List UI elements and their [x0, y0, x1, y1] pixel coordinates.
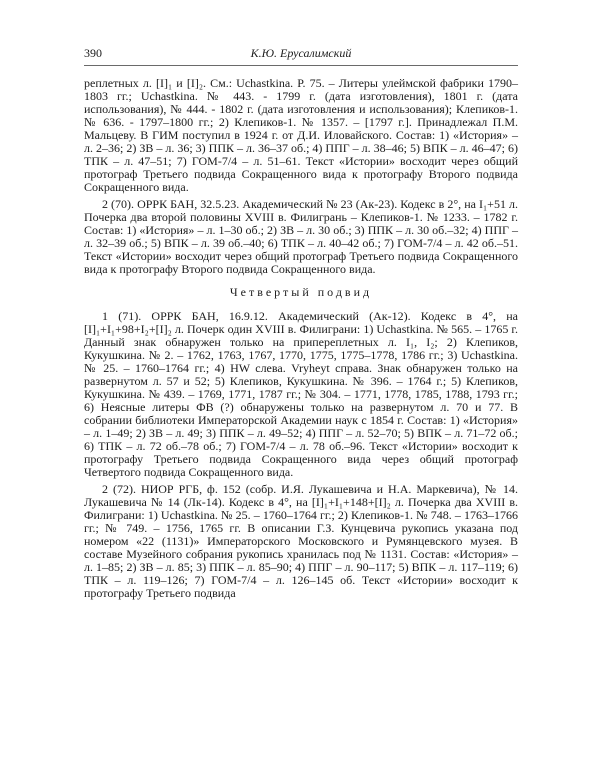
- section-heading: Четвертый подвид: [229, 285, 373, 299]
- paragraph-entry-70: 2 (70). ОРРК БАН, 32.5.23. Академический № 23 (Ак-23). Кодекс в 2°, на I₁+51 л. Почерка два второй половины XVIII в. Филигрань – Клепиков-1. № 1233. – 1782 г. Состав: 1) «История» – л. 1–30 об.; 2) ЗВ – л. 30 об.; 3) ППК – л. 30 об.–32; 4) ППГ – л. 32–39 об.; 5) ВПК – л. 39 об.–40; 6) ТПК – л. 40–42 об.; 7) ГОМ-7/4 – л. 42 об.–51. Текст «Истории» восходит через общий протограф Третьего подвида Сокращенного вида к протографу Второго подвида Сокращенного вида.: [84, 197, 518, 276]
- page-header: [84, 46, 518, 62]
- paragraph-continuation: реплетных л. [I]₁ и [I]₂. См.: Uchastkina. Р. 75. – Литеры улеймской фабрики 1790–1803 гг.; Uchastkina. № 443. - 1799 г. (дата изготовления), 1801 г. (дата использования), № 444. - 1802 г. (дата изготовления и использования); Клепиков-1. № 636. - 1797–1800 гг.; 2) Клепиков-1. № 1357. – [1797 г.]. Принадлежал П.М. Мальцеву. В ГИМ поступил в 1924 г. от Д.И. Иловайского. Состав: 1) «История» – л. 2–36; 2) ЗВ – л. 36; 3) ППК – л. 36–37 об.; 4) ППГ – л. 38–46; 5) ВПК – л. 46–47; 6) ТПК – л. 47–51; 7) ГОМ-7/4 – л. 51–61. Текст «Истории» восходит через общий протограф Третьего подвида Сокращенного вида к протографу Второго подвида Сокращенного вида.: [84, 76, 518, 194]
- page-body: [84, 77, 518, 600]
- paragraph-entry-72: 2 (72). НИОР РГБ, ф. 152 (собр. И.Я. Лукашевича и Н.А. Маркевича), № 14. Лукашевича № 14 (Лк-14). Кодекс в 4°, на [I]₁+I₁+148+[I]₂ л. Почерка два XVIII в. Филиграни: 1) Uchastkina. № 25. – 1760–1764 гг.; 2) Клепиков-1. № 748. – 1763–1766 гг.; № 749. – 1756, 1765 гг. В описании Г.З. Кунцевича рукопись указана под номером «22 (1131)» Императорского Московского и Румянцевского музея. В составе Музейного собрания рукопись хранилась под № 1131. Состав: «История» – л. 1–85; 2) ЗВ – л. 85; 3) ППК – л. 85–90; 4) ППГ – л. 90–117; 5) ВПК – л. 117–119; 6) ТПК – л. 119–126; 7) ГОМ-7/4 – л. 126–145 об. Текст «Истории» восходит к протографу Третьего подвида: [84, 482, 518, 600]
- paragraph-entry-71: 1 (71). ОРРК БАН, 16.9.12. Академический (Ак-12). Кодекс в 4°, на [I]₁+I₁+98+I₂+[I]₂ л. Почерк один XVIII в. Филиграни: 1) Uchastkina. № 565. – 1765 г. Данный знак обнаружен только на припереплетных л. I₁, I₂; 2) Клепиков, Кукушкина. № 2. – 1762, 1763, 1767, 1770, 1775, 1775–1778, 1786 гг.; 3) Uchastkina. № 25. – 1760–1764 гг.; 4) HW слева. Vryheyt справа. Знак обнаружен только на развернутом л. 57 и 52; 5) Клепиков, Кукушкина. № 396. – 1764 г.; 5) Клепиков, Кукушкина. № 439. – 1769, 1771, 1787 гг.; № 304. – 1771, 1778, 1785, 1788, 1793 гг.; 6) Неясные литеры ФВ (?) обнаружены только на развернутом л. 70 и 77. В собрании библиотеки Императорской Академии наук с 1854 г. Состав: 1) «История» – л. 1–49; 2) ЗВ – л. 49; 3) ППК – л. 49–52; 4) ППГ – л. 52–70; 5) ВПК – л. 71–72 об.; 6) ТПК – л. 72 об.–78 об.; 7) ГОМ-7/4 – л. 78 об.–96. Текст «Истории» восходит к протографу Третьего подвида Сокращенного вида через общий протограф Четвертого подвида Сокращенного вида.: [84, 309, 518, 479]
- page-number: 390: [84, 46, 102, 60]
- header-rule: [84, 65, 518, 66]
- running-title: К.Ю. Ерусалимский: [250, 46, 352, 60]
